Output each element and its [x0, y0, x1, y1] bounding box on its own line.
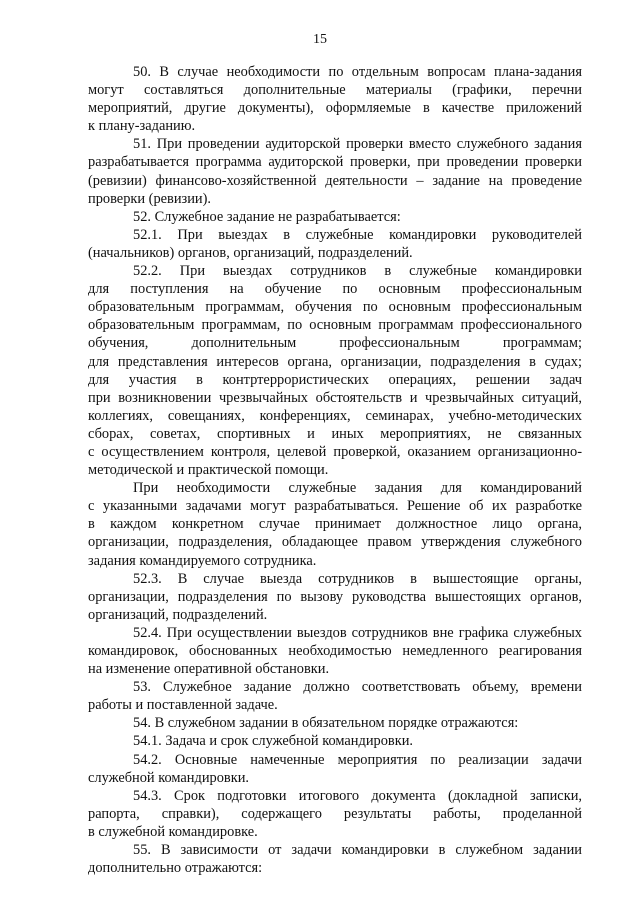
text-line: 53. Служебное задание должно соответствовать объему, времени [133, 679, 582, 696]
text-line: 54.2. Основные намеченные мероприятия по реализации задачи [133, 751, 582, 768]
text-line: 54.1. Задача и срок служебной командировки. [133, 733, 414, 750]
text-line: сборах, советах, спортивных и иных мероприятиях, не связанных [88, 425, 582, 442]
text-line: для участия в контртеррористических операциях, решении задач [88, 371, 582, 388]
text-line: 52. Служебное задание не разрабатывается: [133, 208, 401, 225]
text-line: (ревизии) финансово-хозяйственной деятельности – задание на проведение [88, 172, 582, 189]
text-line: коллегиях, совещаниях, конференциях, семинарах, учебно-методических [88, 407, 582, 424]
text-line: 55. В зависимости от задачи командировки в служебном задании [133, 842, 582, 859]
text-line: 51. При проведении аудиторской проверки вместо служебного задания [133, 136, 582, 153]
text-line: образовательным программам, по основным программам профессионального [88, 317, 582, 334]
text-line: 54. В служебном задании в обязательном порядке отражаются: [133, 715, 519, 732]
text-line: 54.3. Срок подготовки итогового документа (докладной записки, [133, 787, 582, 804]
text-line: разрабатывается программа аудиторской проверки, при проведении проверки [88, 154, 582, 171]
text-line: организации, подразделения по вызову руководства вышестоящих органов, [88, 588, 582, 605]
text-line: мероприятий, другие документы), оформляемые в качестве приложений [88, 100, 582, 117]
page-number: 15 [313, 32, 327, 47]
text-line: для поступления на обучение по основным профессиональным [88, 281, 582, 298]
text-line: обучения, дополнительным профессиональным программам; [88, 335, 582, 352]
text-line: (начальников) органов, организаций, подразделений. [88, 244, 413, 261]
text-line: при возникновении чрезвычайных обстоятельств и чрезвычайных ситуаций, [88, 389, 582, 406]
text-line: рапорта, справки), содержащего результаты работы, проделанной [88, 805, 582, 822]
document-body [88, 63, 582, 877]
text-line: методической и практической помощи. [88, 462, 329, 479]
text-line: на изменение оперативной обстановки. [88, 661, 330, 678]
text-line: задания командируемого сотрудника. [88, 552, 317, 569]
text-line: с осуществлением контроля, целевой проверкой, оказанием организационно- [88, 443, 582, 460]
text-line: могут составляться дополнительные материалы (графики, перечни [88, 82, 582, 99]
text-line: 52.4. При осуществлении выездов сотрудников вне графика служебных [133, 624, 582, 641]
text-line: проверки (ревизии). [88, 190, 212, 207]
text-line: 52.1. При выездах в служебные командировки руководителей [133, 226, 582, 243]
text-line: организации, подразделения, обладающее правом утверждения служебного [88, 534, 582, 551]
text-line: 50. В случае необходимости по отдельным вопросам плана-задания [133, 64, 582, 80]
text-line: образовательным программам, обучения по основным профессиональным [88, 299, 582, 316]
text-line: служебной командировки. [88, 769, 250, 786]
text-line: в каждом конкретном случае принимает должностное лицо органа, [88, 516, 582, 533]
text-line: для представления интересов органа, организации, подразделения в судах; [88, 353, 582, 370]
text-line: в служебной командировке. [88, 823, 258, 840]
text-line: работы и поставленной задаче. [88, 697, 278, 714]
text-line: к плану-заданию. [88, 118, 196, 135]
text-line: дополнительно отражаются: [88, 860, 263, 877]
text-line: 52.2. При выездах сотрудников в служебные командировки [133, 263, 582, 280]
text-line: организаций, подразделений. [88, 606, 268, 623]
text-line: 52.3. В случае выезда сотрудников в вышестоящие органы, [133, 570, 582, 587]
text-line: При необходимости служебные задания для командирований [133, 480, 582, 497]
text-line: с указанными задачами могут разрабатываться. Решение об их разработке [88, 498, 582, 515]
text-line: командировок, обоснованных необходимостью немедленного реагирования [88, 643, 582, 659]
